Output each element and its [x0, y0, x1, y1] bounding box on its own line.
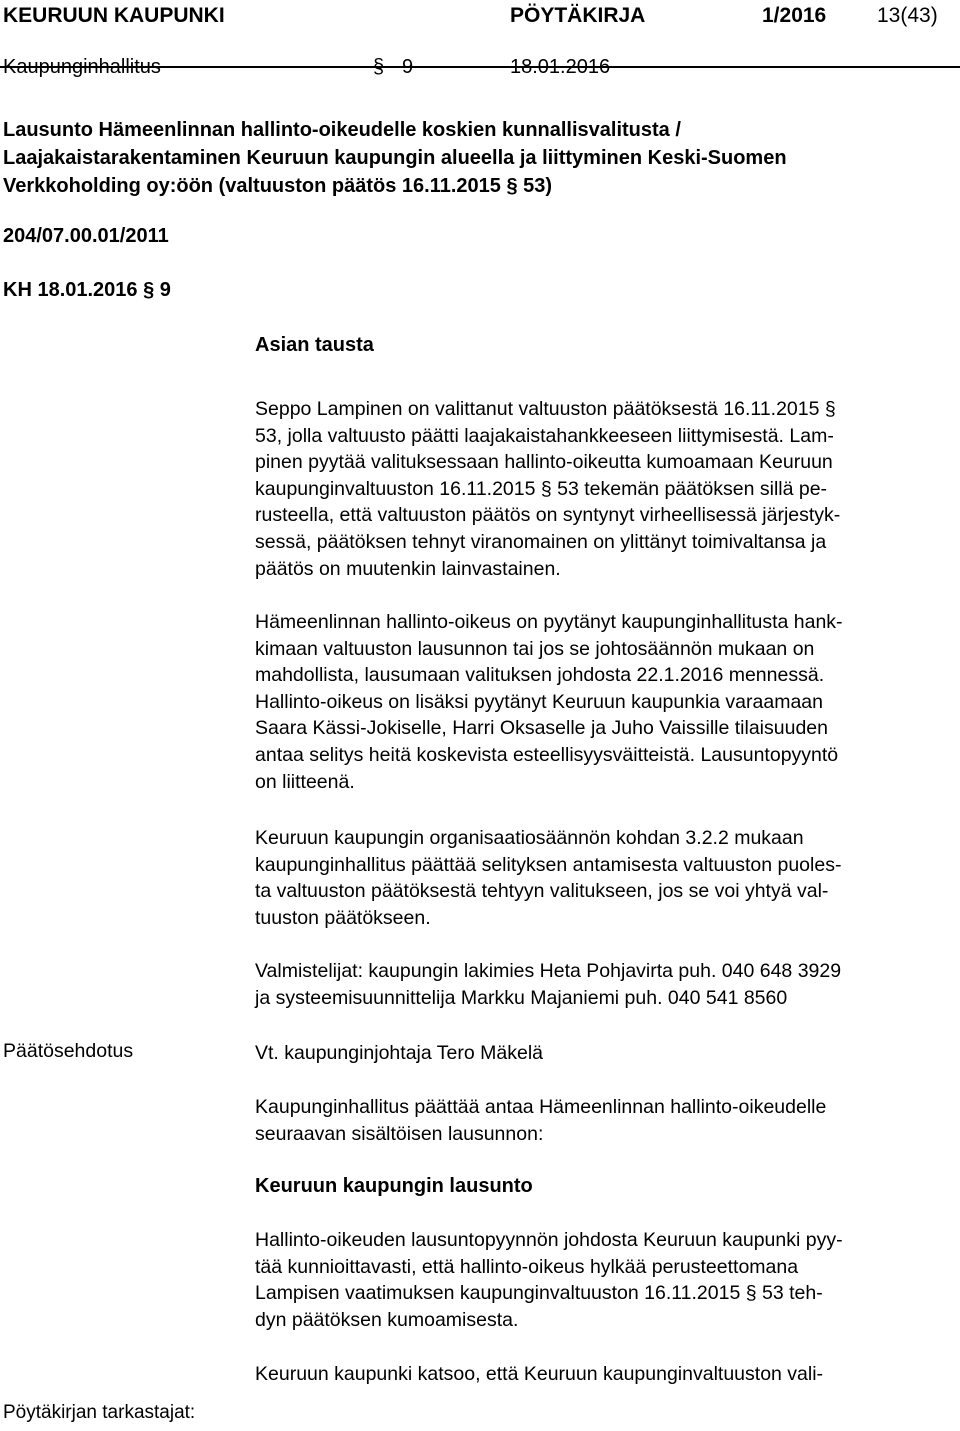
text-line: ja systeemisuunnittelija Markku Majaniemi puh. 040 541 8560	[255, 986, 788, 1009]
text-line: Lampisen vaatimuksen kaupunginvaltuuston 16.11.2015 § 53 teh-	[255, 1282, 823, 1305]
text-line: Keuruun kaupunki katsoo, että Keuruun kaupunginvaltuuston vali-	[255, 1363, 824, 1385]
text-line: Hallinto-oikeuden lausuntopyynnön johdosta Keuruun kaupunki pyy-	[255, 1229, 843, 1251]
text-line: tää kunnioittavasti, että hallinto-oikeus hylkää perusteettomana	[255, 1255, 799, 1278]
text-line: Seppo Lampinen on valittanut valtuuston päätöksestä 16.11.2015 §	[255, 398, 836, 420]
proposal-presenter	[255, 1040, 955, 1067]
proposal-label: Päätösehdotus	[3, 1040, 134, 1062]
page-number: 13(43)	[877, 4, 938, 27]
background-paragraph-3	[255, 825, 955, 931]
background-heading: Asian tausta	[255, 334, 374, 356]
text-line: päätös on muutenkin lainvastainen.	[255, 557, 561, 580]
text-line: Vt. kaupunginjohtaja Tero Mäkelä	[255, 1042, 543, 1064]
text-line: seuraavan sisältöisen lausunnon:	[255, 1122, 544, 1145]
section-number: 9	[402, 56, 414, 78]
text-line: Kaupunginhallitus päättää antaa Hämeenlinnan hallinto-oikeudelle	[255, 1096, 827, 1118]
text-line: 53, jolla valtuusto päätti laajakaistahankkeeseen liittymisestä. Lam-	[255, 424, 834, 447]
preparers	[255, 958, 955, 1011]
statement-paragraph-1	[255, 1227, 955, 1333]
text-line: pinen pyytää valituksessaan hallinto-oikeutta kumoamaan Keuruun	[255, 451, 833, 474]
meeting-body: Kaupunginhallitus	[3, 56, 161, 78]
text-line: dyn päätöksen kumoamisesta.	[255, 1308, 519, 1331]
diary-number: 204/07.00.01/2011	[3, 225, 169, 247]
text-line: ta valtuuston päätöksestä tehtyyn valitukseen, jos se voi yhtyä val-	[255, 880, 829, 903]
document-title	[3, 116, 943, 200]
document-number: 1/2016	[762, 4, 827, 27]
section-sign-icon: §	[373, 56, 385, 78]
title-line: Lausunto Hämeenlinnan hallinto-oikeudelle koskien kunnallisvalitusta /	[3, 119, 681, 141]
background-paragraph-1	[255, 396, 955, 582]
statement-paragraph-2	[255, 1361, 955, 1388]
text-line: antaa selitys heitä koskevista esteellisyysväitteistä. Lausuntopyyntö	[255, 743, 839, 766]
text-line: sessä, päätöksen tehnyt viranomainen on ylittänyt toimivaltansa ja	[255, 530, 827, 553]
text-line: Hallinto-oikeus on lisäksi pyytänyt Keuruun kaupunkia varaamaan	[255, 690, 823, 713]
background-paragraph-2	[255, 609, 955, 795]
text-line: Keuruun kaupungin organisaatiosäännön kohdan 3.2.2 mukaan	[255, 827, 804, 849]
inspectors-label: Pöytäkirjan tarkastajat:	[3, 1402, 196, 1423]
text-line: kimaan valtuuston lausunnon tai jos se johtosäännön mukaan on	[255, 637, 815, 660]
title-line: Verkkoholding oy:öön (valtuuston päätös 16.11.2015 § 53)	[3, 175, 553, 197]
meeting-date: 18.01.2016	[510, 56, 611, 78]
kh-reference: KH 18.01.2016 § 9	[3, 279, 171, 301]
text-line: rusteella, että valtuuston päätös on syntynyt virheellisessä järjestyk-	[255, 504, 841, 527]
title-line: Laajakaistarakentaminen Keuruun kaupungin alueella ja liittyminen Keski-Suomen	[3, 147, 787, 169]
text-line: mahdollista, lausumaan valituksen johdosta 22.1.2016 mennessä.	[255, 664, 825, 687]
document-type: PÖYTÄKIRJA	[510, 4, 646, 27]
text-line: Valmistelijat: kaupungin lakimies Heta Pohjavirta puh. 040 648 3929	[255, 960, 842, 982]
text-line: kaupunginvaltuuston 16.11.2015 § 53 tekemän päätöksen sillä pe-	[255, 477, 828, 500]
organization-name: KEURUUN KAUPUNKI	[3, 4, 225, 27]
text-line: on liitteenä.	[255, 770, 355, 793]
header-divider	[0, 66, 960, 68]
proposal-paragraph-1	[255, 1094, 955, 1147]
statement-heading: Keuruun kaupungin lausunto	[255, 1175, 533, 1197]
text-line: kaupunginhallitus päättää selityksen antamisesta valtuuston puoles-	[255, 853, 842, 876]
text-line: Saara Kässi-Jokiselle, Harri Oksaselle ja Juho Vaissille tilaisuuden	[255, 717, 828, 740]
text-line: Hämeenlinnan hallinto-oikeus on pyytänyt kaupunginhallitusta hank-	[255, 611, 843, 633]
text-line: tuuston päätökseen.	[255, 906, 431, 929]
